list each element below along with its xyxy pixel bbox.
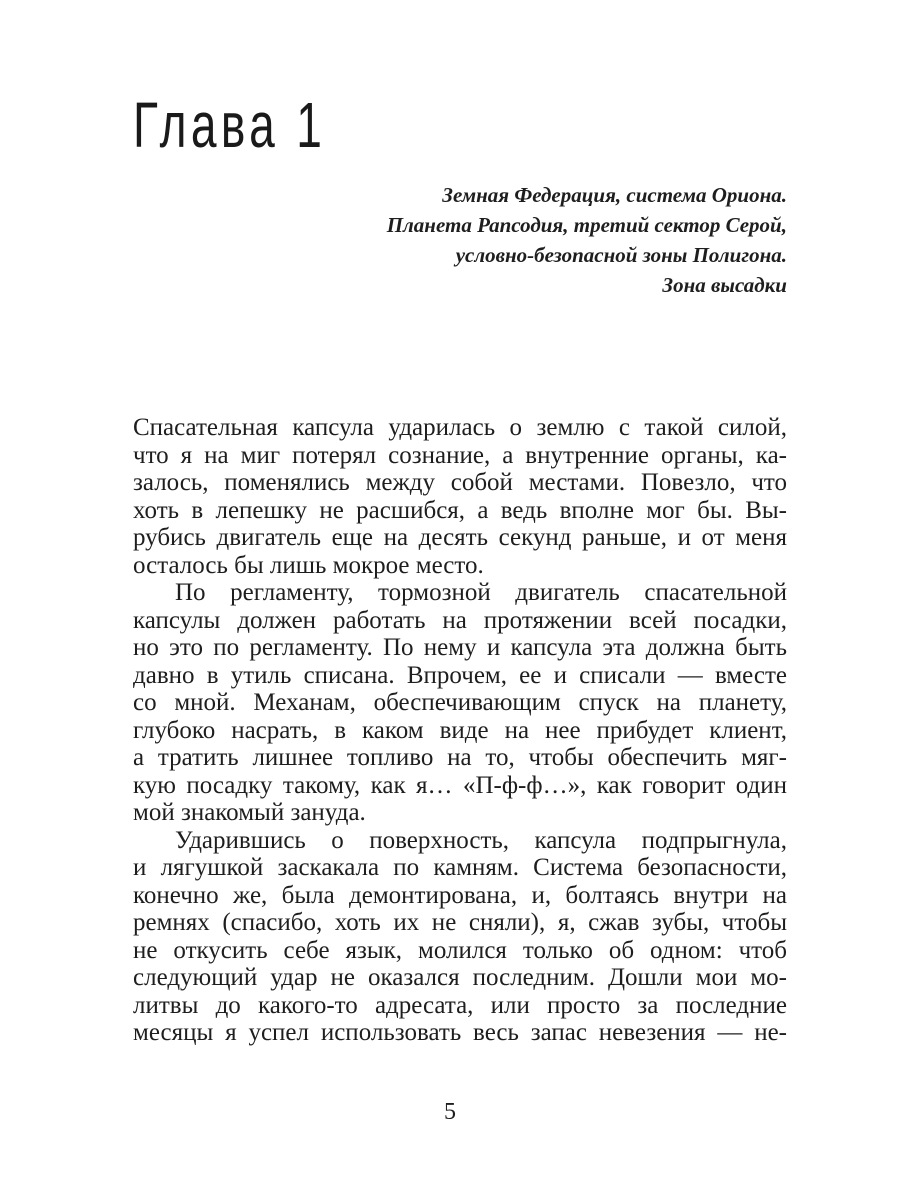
text-line: залось, поменялись между собой местами. Повезло, что bbox=[133, 469, 787, 496]
epigraph-line: Планета Рапсодия, третий сектор Серой, bbox=[386, 213, 787, 237]
text-line: ремнях (спасибо, хоть их не сняли), я, сжав зубы, чтобы bbox=[133, 909, 787, 936]
text-line: месяцы я успел использовать весь запас невезения — не- bbox=[133, 1019, 787, 1046]
text-line: капсулы должен работать на протяжении всей посадки, bbox=[133, 606, 787, 634]
text-line: мой знакомый зануда. bbox=[133, 799, 366, 826]
page-number: 5 bbox=[444, 1099, 456, 1125]
text-line: давно в утиль списана. Впрочем, ее и списали — вместе bbox=[133, 661, 787, 689]
text-line: со мной. Механам, обеспечивающим спуск на планету, bbox=[133, 689, 787, 716]
text-line: литвы до какого-то адресата, или просто за последние bbox=[133, 991, 787, 1019]
text-line: Ударившись о поверхность, капсула подпрыгнула, bbox=[175, 826, 787, 854]
text-line: кую посадку такому, как я… «П-ф-ф…», как говорит один bbox=[133, 771, 787, 799]
body-text bbox=[133, 414, 787, 1047]
chapter-title: Глава 1 bbox=[133, 89, 327, 161]
text-line: что я на миг потерял сознание, а внутренние органы, ка- bbox=[133, 441, 787, 469]
text-line: Спасательная капсула ударилась о землю с такой силой, bbox=[133, 414, 787, 441]
text-line: хоть в лепешку не расшибся, а ведь вполне мог бы. Вы- bbox=[133, 496, 787, 524]
text-line: глубоко насрать, в каком виде на нее прибудет клиент, bbox=[133, 716, 787, 744]
epigraph-line: условно-безопасной зоны Полигона. bbox=[455, 243, 787, 267]
epigraph bbox=[387, 180, 787, 300]
text-line: рубись двигатель еще на десять секунд раньше, и от меня bbox=[133, 524, 787, 551]
text-line: а тратить лишнее топливо на то, чтобы обеспечить мяг- bbox=[133, 744, 787, 771]
text-line: осталось бы лишь мокрое место. bbox=[133, 551, 484, 579]
epigraph-line: Зона высадки bbox=[662, 273, 787, 297]
text-line: но это по регламенту. По нему и капсула эта должна быть bbox=[133, 634, 787, 661]
text-line: не откусить себе язык, молился только об одном: чтоб bbox=[133, 936, 787, 964]
epigraph-line: Земная Федерация, система Ориона. bbox=[442, 183, 787, 207]
text-line: и лягушкой заскакала по камням. Система безопасности, bbox=[133, 854, 787, 881]
text-line: По регламенту, тормозной двигатель спасательной bbox=[175, 579, 787, 606]
text-line: конечно же, была демонтирована, и, болтаясь внутри на bbox=[133, 881, 787, 909]
text-line: следующий удар не оказался последним. Дошли мои мо- bbox=[133, 964, 787, 991]
